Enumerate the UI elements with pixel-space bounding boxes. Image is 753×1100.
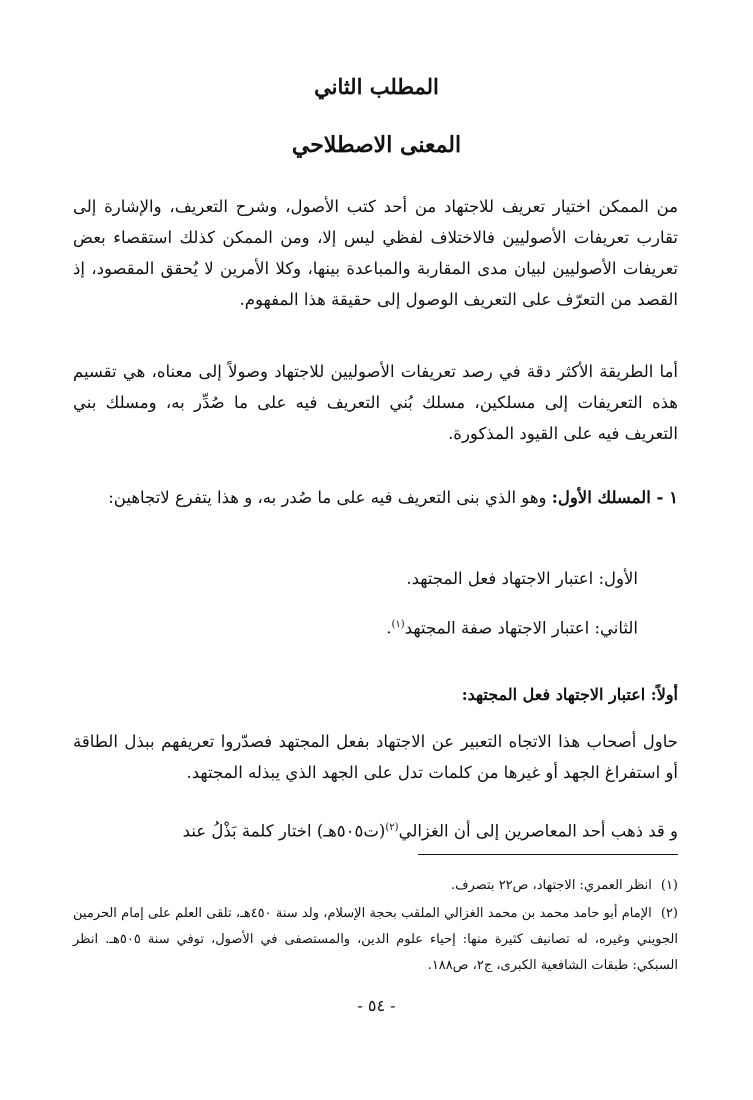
body-two-start: و قد ذهب أحد المعاصرين إلى أن الغزالي xyxy=(398,821,678,841)
body-paragraph-one: حاول أصحاب هذا الاتجاه التعبير عن الاجتهاد بفعل المجتهد فصدّروا تعريفهم ببذل الطاقة أو استفراغ الجهد أو غيرها من كلمات تدل على الجهد الذي يبذله المجتهد. xyxy=(73,732,678,782)
footnote-2-number: (٢) xyxy=(660,906,678,921)
page-number: - ٥٤ - xyxy=(357,996,396,1015)
footnote-1-text: انظر العمري: الاجتهاد، ص٢٢ بتصرف. xyxy=(450,878,652,893)
direction-two xyxy=(73,609,638,644)
footnote-1-number: (١) xyxy=(660,878,678,893)
intro-paragraph: من الممكن اختيار تعريف للاجتهاد من أحد كتب الأصول، وشرح التعريف، والإشارة إلى تقارب تعريفات الأصوليين فالاختلاف لفظي ليس إلا، ومن الممكن كذلك استقصاء بعض تعريفات الأصوليين لبيان مدى المقاربة والمباعدة بينها، وكلا الأمرين لا يُحقق المقصود، إذ القصد من التعرّف على التعريف الوصول إلى حقيقة هذا المفهوم. xyxy=(73,197,678,309)
footnote-ref-1[interactable]: (١) xyxy=(391,619,405,630)
footnote-1 xyxy=(73,873,678,899)
direction-two-text: الثاني: اعتبار الاجتهاد صفة المجتهد xyxy=(404,618,638,638)
section-title: المطلب الثاني xyxy=(314,74,439,99)
subheading-first-direction: أولاً: اعتبار الاجتهاد فعل المجتهد: xyxy=(461,685,678,704)
direction-two-end: . xyxy=(386,618,392,638)
first-path-paragraph xyxy=(73,482,678,513)
footnote-separator xyxy=(418,854,678,855)
first-path-text: وهو الذي بنى التعريف فيه على ما صُدر به، و هذا يتفرع لاتجاهين: xyxy=(108,488,552,507)
body-paragraph-two xyxy=(73,812,678,847)
footnote-ref-2[interactable]: (٢) xyxy=(385,822,399,833)
first-path-label: ١ - المسلك الأول: xyxy=(551,488,678,507)
section-subtitle: المعنى الاصطلاحي xyxy=(291,132,462,158)
direction-one: الأول: اعتبار الاجتهاد فعل المجتهد. xyxy=(406,569,638,588)
method-paragraph: أما الطريقة الأكثر دقة في رصد تعريفات الأصوليين للاجتهاد وصولاً إلى معناه، هي تقسيم هذه التعريفات إلى مسلكين، مسلك بُني التعريف فيه على ما صُدِّر به، ومسلك بني التعريف فيه على القيود المذكورة. xyxy=(73,362,678,443)
footnote-2-text: الإمام أبو حامد محمد بن محمد الغزالي الملقب بحجة الإسلام، ولد سنة ٤٥٠هـ، تلقى العلم على إمام الحرمين الجويني وغيره، له تصانيف كثيرة منها: إحياء علوم الدين، والمستصفى في الأصول، توفي سنة ٥٠٥هـ. انظر السبكي: طبقات الشافعية الكبرى، ج٢، ص١٨٨. xyxy=(73,906,678,973)
footnote-2 xyxy=(73,901,678,979)
body-two-end: (ت٥٠٥هـ) اختار كلمة بَذْلُ عند xyxy=(182,821,386,841)
